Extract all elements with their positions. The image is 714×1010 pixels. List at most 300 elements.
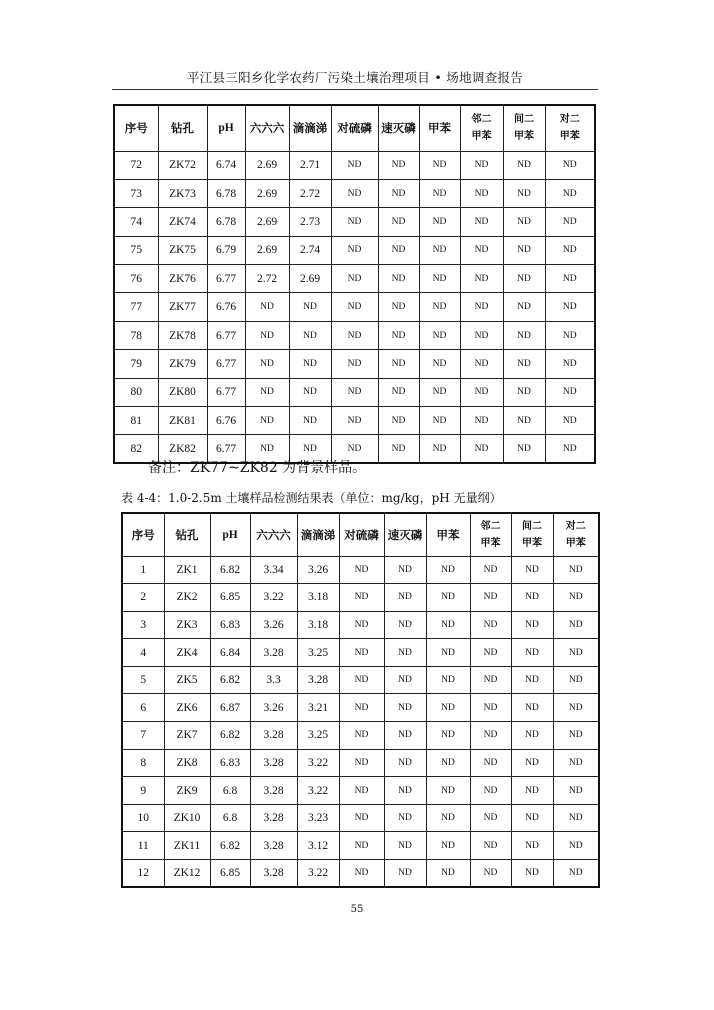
- table-cell: ND: [331, 407, 378, 435]
- table-cell: ZK6: [164, 694, 210, 722]
- column-header: [545, 105, 595, 151]
- column-header: 甲苯: [419, 105, 460, 151]
- table-cell: ND: [339, 860, 384, 888]
- table-row: [114, 321, 595, 349]
- table-cell: ND: [553, 611, 599, 639]
- table-cell: ND: [545, 208, 595, 236]
- table-row: [122, 860, 599, 888]
- table-row: [114, 378, 595, 406]
- table-cell: ND: [331, 265, 378, 293]
- table-cell: ND: [503, 208, 545, 236]
- table-cell: ND: [245, 350, 289, 378]
- table-cell: ND: [511, 666, 553, 694]
- table-cell: 3.22: [297, 749, 339, 777]
- table-cell: ND: [384, 666, 426, 694]
- table-cell: 3.28: [250, 722, 297, 750]
- table-cell: 6.8: [210, 804, 250, 832]
- table-cell: 3.26: [250, 611, 297, 639]
- table-cell: 3.22: [297, 860, 339, 888]
- column-header-line: 甲苯: [471, 131, 492, 143]
- table-cell: 2.69: [245, 179, 289, 207]
- table-cell: ND: [378, 321, 419, 349]
- table-cell: ZK11: [164, 832, 210, 860]
- table-cell: ZK12: [164, 860, 210, 888]
- table-cell: ND: [378, 407, 419, 435]
- column-header: [553, 513, 599, 556]
- table-cell: ND: [460, 236, 503, 264]
- table-cell: ND: [545, 350, 595, 378]
- table-cell: ZK4: [164, 639, 210, 667]
- table-row: [114, 179, 595, 207]
- table-cell: ND: [503, 350, 545, 378]
- table-cell: 3.26: [250, 694, 297, 722]
- table-cell: ND: [503, 293, 545, 321]
- table-cell: ND: [331, 293, 378, 321]
- table-cell: ND: [384, 749, 426, 777]
- table-cell: 3.18: [297, 584, 339, 612]
- table-row: [114, 151, 595, 179]
- table-cell: ND: [419, 435, 460, 463]
- table-cell: ND: [426, 639, 470, 667]
- table-cell: ZK1: [164, 556, 210, 584]
- table-cell: ND: [503, 321, 545, 349]
- column-header: [460, 105, 503, 151]
- table-cell: ND: [426, 804, 470, 832]
- table-cell: ND: [460, 293, 503, 321]
- table-cell: ZK78: [158, 321, 207, 349]
- table-cell: ND: [511, 556, 553, 584]
- table-cell: ND: [331, 151, 378, 179]
- table-cell: ND: [553, 584, 599, 612]
- table-cell: 3.21: [297, 694, 339, 722]
- table-cell: 75: [114, 236, 158, 264]
- table-cell: 6.82: [210, 556, 250, 584]
- table-cell: ND: [553, 777, 599, 805]
- table-cell: 2.72: [245, 265, 289, 293]
- table-cell: 6.83: [210, 749, 250, 777]
- table-cell: ND: [384, 584, 426, 612]
- table-cell: ND: [339, 639, 384, 667]
- table-cell: ND: [426, 666, 470, 694]
- table-cell: ZK8: [164, 749, 210, 777]
- table-cell: ND: [339, 556, 384, 584]
- table-cell: ND: [511, 804, 553, 832]
- column-header-line: 对二: [559, 114, 580, 126]
- table-cell: ZK74: [158, 208, 207, 236]
- table-cell: ND: [503, 265, 545, 293]
- column-header-line: 邻二: [480, 520, 501, 532]
- table-cell: ND: [426, 777, 470, 805]
- table-cell: 6.82: [210, 832, 250, 860]
- column-header-line: 对二: [565, 520, 586, 532]
- table-cell: 81: [114, 407, 158, 435]
- table-cell: ZK77: [158, 293, 207, 321]
- table-cell: 11: [122, 832, 164, 860]
- table-cell: ND: [384, 722, 426, 750]
- table-cell: ND: [511, 832, 553, 860]
- table-cell: ND: [511, 694, 553, 722]
- table-cell: ND: [339, 666, 384, 694]
- column-header: 甲苯: [426, 513, 470, 556]
- table-cell: ND: [419, 236, 460, 264]
- table-cell: ND: [339, 777, 384, 805]
- column-header: pH: [207, 105, 245, 151]
- table-cell: ND: [553, 556, 599, 584]
- column-header: [511, 513, 553, 556]
- table-row: [122, 777, 599, 805]
- table-cell: ND: [460, 179, 503, 207]
- table-cell: ND: [331, 208, 378, 236]
- header-rule: [112, 89, 598, 90]
- footnote: 备注：ZK77~ZK82 为背景样品。: [148, 460, 367, 476]
- table-cell: ND: [378, 151, 419, 179]
- table-cell: 6.78: [207, 179, 245, 207]
- table-cell: 12: [122, 860, 164, 888]
- table-cell: ND: [339, 722, 384, 750]
- table-cell: ND: [511, 722, 553, 750]
- table-header-row: [122, 513, 599, 556]
- column-header-line: 甲苯: [514, 131, 534, 143]
- column-header: 速灭磷: [384, 513, 426, 556]
- table-cell: ND: [339, 832, 384, 860]
- results-table-1-2-5m: [121, 512, 600, 888]
- table-cell: ND: [384, 832, 426, 860]
- table-cell: ND: [245, 293, 289, 321]
- table-cell: 1: [122, 556, 164, 584]
- table-cell: 2.72: [289, 179, 331, 207]
- column-header: 钻孔: [164, 513, 210, 556]
- table-cell: 10: [122, 804, 164, 832]
- column-header: pH: [210, 513, 250, 556]
- table-row: [114, 350, 595, 378]
- table-cell: ND: [331, 435, 378, 463]
- table-cell: 3.28: [250, 777, 297, 805]
- table-cell: ZK82: [158, 435, 207, 463]
- table-cell: 6.77: [207, 435, 245, 463]
- column-header-line: 间二: [514, 114, 534, 126]
- table-cell: ND: [419, 265, 460, 293]
- table-cell: ND: [289, 378, 331, 406]
- column-header: 序号: [114, 105, 158, 151]
- table-cell: ND: [426, 832, 470, 860]
- column-header: 序号: [122, 513, 164, 556]
- table-cell: ND: [503, 435, 545, 463]
- table-header-row: [114, 105, 595, 151]
- table-cell: ND: [503, 179, 545, 207]
- table-cell: ND: [378, 378, 419, 406]
- column-header: 钻孔: [158, 105, 207, 151]
- table-cell: ND: [511, 777, 553, 805]
- table-cell: ND: [545, 321, 595, 349]
- column-header: 对硫磷: [339, 513, 384, 556]
- table-cell: ND: [426, 694, 470, 722]
- table-cell: ND: [545, 407, 595, 435]
- table-cell: ND: [470, 556, 511, 584]
- table-cell: 6.77: [207, 321, 245, 349]
- table-cell: 2.71: [289, 151, 331, 179]
- column-header: 六六六: [250, 513, 297, 556]
- table-row: [122, 611, 599, 639]
- table-cell: 6: [122, 694, 164, 722]
- table-cell: 6.87: [210, 694, 250, 722]
- table-cell: ZK2: [164, 584, 210, 612]
- table-cell: 76: [114, 265, 158, 293]
- column-header: 速灭磷: [378, 105, 419, 151]
- table-cell: ND: [245, 407, 289, 435]
- table-cell: 6.79: [207, 236, 245, 264]
- table-cell: ND: [331, 179, 378, 207]
- column-header-line: 甲苯: [480, 537, 501, 549]
- table-cell: ND: [511, 749, 553, 777]
- table-row: [114, 208, 595, 236]
- table-row: [114, 265, 595, 293]
- column-header: 对硫磷: [331, 105, 378, 151]
- table-cell: ND: [331, 236, 378, 264]
- table-cell: ND: [339, 804, 384, 832]
- table-cell: ND: [460, 435, 503, 463]
- column-header: [503, 105, 545, 151]
- table-cell: ND: [553, 804, 599, 832]
- table-cell: 77: [114, 293, 158, 321]
- table-cell: ND: [470, 584, 511, 612]
- table-cell: 3.18: [297, 611, 339, 639]
- table-cell: 2.69: [245, 208, 289, 236]
- table-cell: ND: [331, 321, 378, 349]
- table-cell: ND: [419, 407, 460, 435]
- column-header: 六六六: [245, 105, 289, 151]
- column-header-line: 间二: [522, 520, 542, 532]
- table-cell: 6.85: [210, 860, 250, 888]
- table-cell: ND: [426, 611, 470, 639]
- table-cell: ZK7: [164, 722, 210, 750]
- table-cell: 6.8: [210, 777, 250, 805]
- table-cell: 2.73: [289, 208, 331, 236]
- table-cell: ND: [470, 749, 511, 777]
- table-cell: ND: [289, 321, 331, 349]
- table-cell: ND: [553, 832, 599, 860]
- table-cell: ND: [545, 435, 595, 463]
- table-cell: 3.26: [297, 556, 339, 584]
- table-cell: ND: [460, 350, 503, 378]
- table-cell: 6.77: [207, 350, 245, 378]
- table-cell: ND: [470, 860, 511, 888]
- table-cell: ND: [419, 378, 460, 406]
- table-cell: ND: [503, 407, 545, 435]
- table-cell: ND: [426, 722, 470, 750]
- table-cell: 3.25: [297, 722, 339, 750]
- table-cell: ZK10: [164, 804, 210, 832]
- table-cell: ND: [245, 435, 289, 463]
- table-cell: 2.69: [289, 265, 331, 293]
- table-cell: ND: [470, 694, 511, 722]
- table-cell: ND: [460, 321, 503, 349]
- table-cell: 6.74: [207, 151, 245, 179]
- table-cell: ND: [289, 293, 331, 321]
- table-cell: 3.28: [297, 666, 339, 694]
- table-cell: 3.28: [250, 832, 297, 860]
- table-cell: ZK80: [158, 378, 207, 406]
- table-cell: 5: [122, 666, 164, 694]
- page-header: 平江县三阳乡化学农药厂污染土壤治理项目 • 场地调查报告: [186, 70, 524, 85]
- table-cell: ND: [460, 151, 503, 179]
- table-cell: ND: [553, 694, 599, 722]
- table-cell: 3.34: [250, 556, 297, 584]
- table-cell: ND: [378, 350, 419, 378]
- table-cell: ND: [511, 860, 553, 888]
- table-cell: ND: [378, 208, 419, 236]
- table-cell: ND: [289, 435, 331, 463]
- column-header-line: 甲苯: [559, 131, 580, 143]
- table-cell: ND: [470, 639, 511, 667]
- table-cell: 2.69: [245, 151, 289, 179]
- table-row: [122, 749, 599, 777]
- table-cell: ZK9: [164, 777, 210, 805]
- table-cell: ND: [470, 804, 511, 832]
- table-row: [122, 694, 599, 722]
- table-cell: 7: [122, 722, 164, 750]
- table-row: [122, 804, 599, 832]
- table-row: [114, 236, 595, 264]
- table-cell: 72: [114, 151, 158, 179]
- table-cell: 4: [122, 639, 164, 667]
- table-cell: ND: [460, 378, 503, 406]
- table-cell: ND: [419, 208, 460, 236]
- table-row: [114, 407, 595, 435]
- column-header: 滴滴涕: [297, 513, 339, 556]
- table-cell: ZK76: [158, 265, 207, 293]
- table-cell: 8: [122, 749, 164, 777]
- table-cell: ND: [331, 378, 378, 406]
- table-cell: ND: [426, 749, 470, 777]
- table-cell: ND: [511, 639, 553, 667]
- table-cell: ND: [503, 236, 545, 264]
- table-cell: ND: [470, 611, 511, 639]
- table-cell: ND: [470, 777, 511, 805]
- table-caption: 表 4-4：1.0-2.5m 土壤样品检测结果表（单位：mg/kg，pH 无量纲）: [121, 491, 502, 505]
- table-cell: 3.25: [297, 639, 339, 667]
- table-cell: 3.3: [250, 666, 297, 694]
- table-cell: ND: [460, 208, 503, 236]
- table-cell: ND: [426, 556, 470, 584]
- table-cell: ND: [384, 860, 426, 888]
- table-cell: ND: [339, 584, 384, 612]
- table-cell: ND: [553, 722, 599, 750]
- table-row: [122, 639, 599, 667]
- table-cell: ZK73: [158, 179, 207, 207]
- table-row: [122, 666, 599, 694]
- table-cell: 3.28: [250, 804, 297, 832]
- column-header: [470, 513, 511, 556]
- table-row: [122, 584, 599, 612]
- table-cell: 2: [122, 584, 164, 612]
- table-cell: ND: [419, 151, 460, 179]
- table-cell: ND: [384, 611, 426, 639]
- table-cell: 74: [114, 208, 158, 236]
- table-cell: ZK81: [158, 407, 207, 435]
- table-row: [122, 556, 599, 584]
- table-cell: ND: [545, 378, 595, 406]
- table-cell: 82: [114, 435, 158, 463]
- table-cell: ND: [419, 350, 460, 378]
- table-cell: 6.85: [210, 584, 250, 612]
- table-cell: 3.28: [250, 860, 297, 888]
- table-cell: ZK3: [164, 611, 210, 639]
- table-cell: 3.23: [297, 804, 339, 832]
- table-cell: ND: [426, 584, 470, 612]
- table-cell: ND: [470, 832, 511, 860]
- table-cell: ND: [426, 860, 470, 888]
- table-cell: ND: [384, 639, 426, 667]
- table-cell: ND: [384, 556, 426, 584]
- table-cell: ND: [553, 639, 599, 667]
- table-cell: ND: [384, 777, 426, 805]
- table-cell: 2.74: [289, 236, 331, 264]
- table-cell: ND: [245, 378, 289, 406]
- table-cell: ND: [378, 179, 419, 207]
- table-row: [122, 722, 599, 750]
- table-cell: ND: [378, 236, 419, 264]
- table-cell: ND: [339, 694, 384, 722]
- table-cell: 6.77: [207, 265, 245, 293]
- table-cell: ZK79: [158, 350, 207, 378]
- table-cell: 6.78: [207, 208, 245, 236]
- table-cell: ND: [419, 321, 460, 349]
- table-cell: ND: [545, 236, 595, 264]
- table-cell: 2.69: [245, 236, 289, 264]
- table-cell: ND: [339, 611, 384, 639]
- table-cell: ND: [289, 350, 331, 378]
- table-cell: ZK5: [164, 666, 210, 694]
- table-cell: ND: [553, 860, 599, 888]
- table-cell: ND: [470, 666, 511, 694]
- table-cell: 6.77: [207, 378, 245, 406]
- table-cell: ND: [245, 321, 289, 349]
- table-cell: ND: [378, 435, 419, 463]
- table-cell: 6.82: [210, 666, 250, 694]
- table-cell: 6.76: [207, 293, 245, 321]
- table-cell: 3: [122, 611, 164, 639]
- column-header-line: 邻二: [471, 114, 492, 126]
- page-number: 55: [350, 904, 364, 915]
- table-cell: 6.84: [210, 639, 250, 667]
- table-cell: ZK75: [158, 236, 207, 264]
- table-cell: ND: [384, 804, 426, 832]
- table-cell: 3.12: [297, 832, 339, 860]
- table-cell: ND: [419, 179, 460, 207]
- table-cell: 6.82: [210, 722, 250, 750]
- table-cell: ND: [460, 407, 503, 435]
- table-cell: 3.22: [250, 584, 297, 612]
- table-cell: ND: [545, 293, 595, 321]
- table-cell: 9: [122, 777, 164, 805]
- table-cell: 3.28: [250, 639, 297, 667]
- table-cell: 79: [114, 350, 158, 378]
- table-cell: ND: [545, 179, 595, 207]
- table-cell: 78: [114, 321, 158, 349]
- results-table-continued: [113, 104, 596, 464]
- table-cell: ND: [511, 611, 553, 639]
- table-cell: ND: [545, 151, 595, 179]
- table-cell: ND: [511, 584, 553, 612]
- table-cell: ND: [378, 265, 419, 293]
- table-cell: 6.76: [207, 407, 245, 435]
- table-cell: 6.83: [210, 611, 250, 639]
- column-header: 滴滴涕: [289, 105, 331, 151]
- table-cell: ND: [289, 407, 331, 435]
- column-header-line: 甲苯: [565, 537, 586, 549]
- table-cell: ND: [503, 378, 545, 406]
- table-cell: ND: [339, 749, 384, 777]
